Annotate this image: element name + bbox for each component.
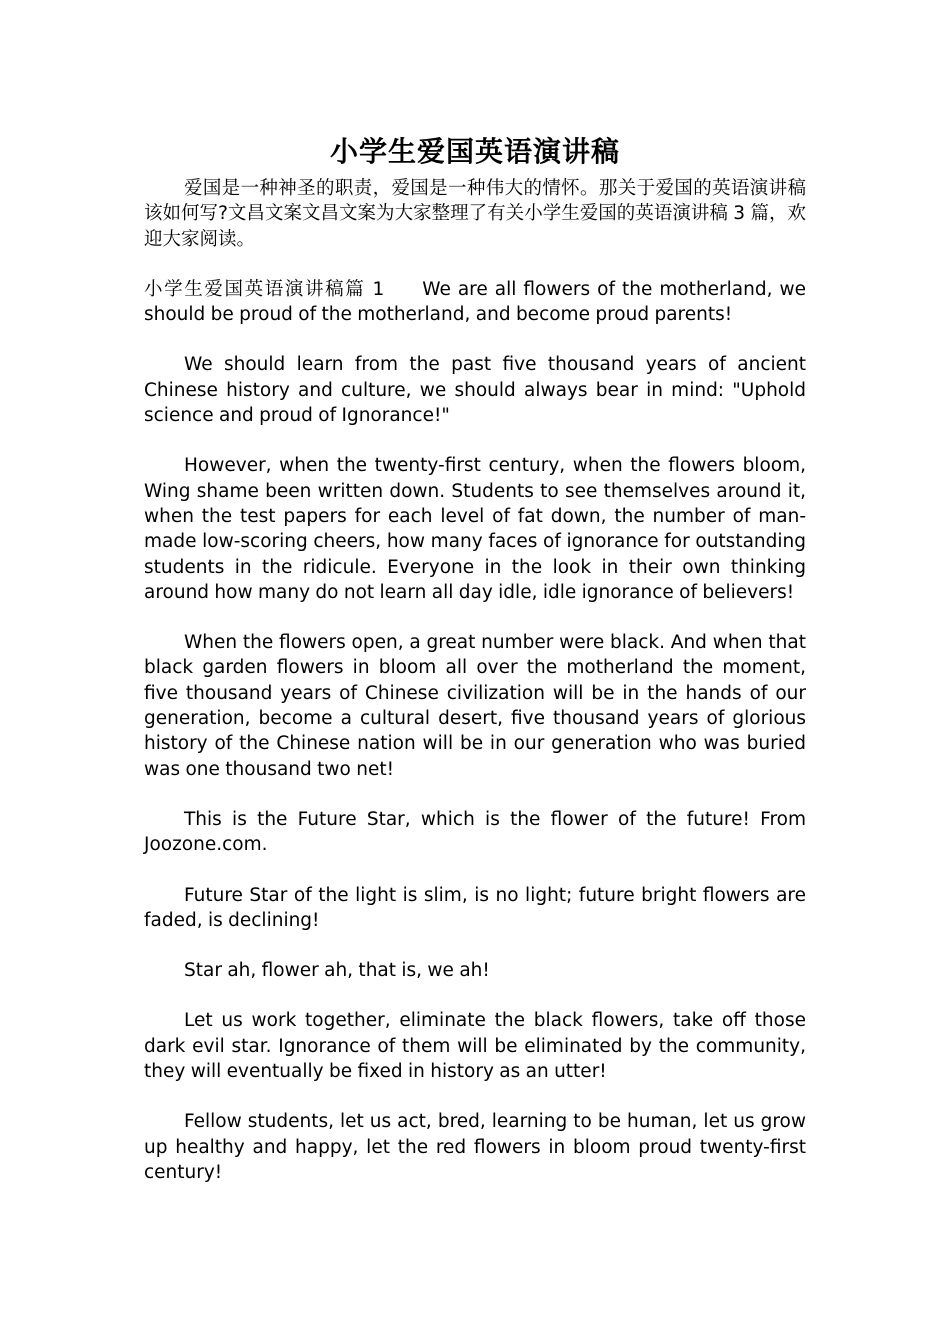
body-paragraph: When the flowers open, a great number were black. And when that black garden flowers in bloom all over the motherland the moment, five thousand years of Chinese civilization will be in the hands of our generation, become a cultural desert, five thousand years of glorious history of the Chinese nation will be in our generation who was buried was one thousand two net!	[144, 632, 806, 780]
body-paragraph: Let us work together, eliminate the black flowers, take off those dark evil star. Ignorance of them will be eliminated by the community, they will eventually be fixed in history as an utter!	[144, 1010, 806, 1083]
section-1-opening	[144, 277, 806, 328]
body-paragraph: Star ah, flower ah, that is, we ah!	[184, 960, 490, 982]
section-first-text: We are all flowers of the motherland, we should be proud of the motherland, and become proud parents!	[144, 278, 807, 326]
section-heading: 小学生爱国英语演讲稿篇 1	[144, 278, 385, 300]
body-paragraph: This is the Future Star, which is the flower of the future! From Joozone.com.	[144, 808, 806, 856]
body-paragraph: Future Star of the light is slim, is no light; future bright flowers are faded, is declining!	[144, 884, 806, 931]
document-title: 小学生爱国英语演讲稿	[329, 135, 620, 168]
body-paragraph: However, when the twenty-first century, when the flowers bloom, Wing shame been written down. Students to see themselves around it, when the test papers for each level of fat down, the number of man-made low-scoring cheers, how many faces of ignorance for outstanding students in the ridicule. Everyone in the look in their own thinking around how many do not learn all day idle, idle ignorance of believers!	[144, 455, 806, 603]
body-paragraph: We should learn from the past five thousand years of ancient Chinese history and culture, we should always bear in mind: "Uphold science and proud of Ignorance!"	[144, 354, 806, 427]
body-paragraph: Fellow students, let us act, bred, learning to be human, let us grow up healthy and happy, let the red flowers in bloom proud twenty-first century!	[144, 1111, 806, 1183]
document-body	[144, 132, 806, 1210]
intro-paragraph: 爱国是一种神圣的职责，爱国是一种伟大的情怀。那关于爱国的英语演讲稿该如何写?文昌文案文昌文案为大家整理了有关小学生爱国的英语演讲稿 3 篇，欢迎大家阅读。	[144, 178, 806, 250]
